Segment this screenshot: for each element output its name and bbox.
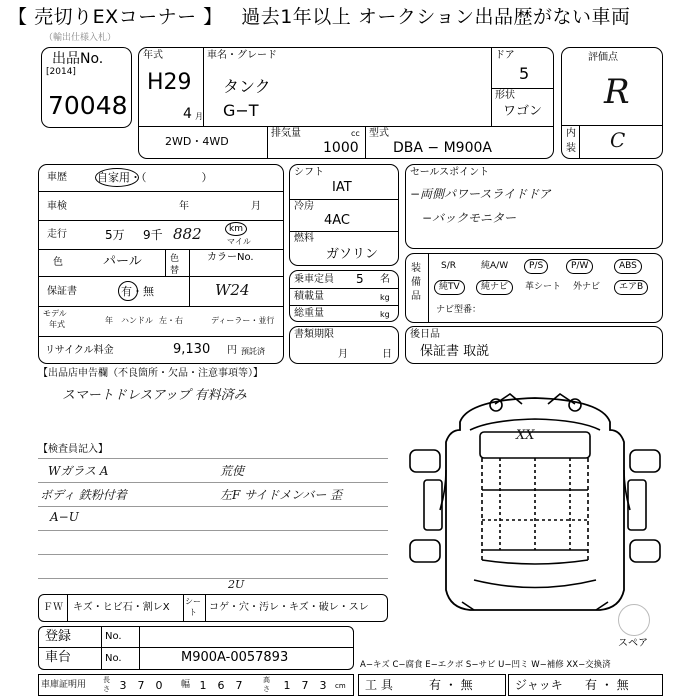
equip-navi: 純ナビ xyxy=(476,280,513,295)
equip-abs: ABS xyxy=(614,259,642,274)
shape-value: ワゴン xyxy=(503,104,543,119)
nenshiki-month-unit: 月 xyxy=(195,112,203,121)
shaken-month: 月 xyxy=(251,201,261,212)
diagram-mark: XX xyxy=(516,428,535,443)
chassis-no-label: No. xyxy=(105,653,122,664)
fuel-label: 燃料 xyxy=(294,233,314,244)
inspector-line-1: Wガラス A xyxy=(48,464,109,478)
chassis-value: M900A-0057893 xyxy=(181,650,289,665)
banner-right-bracket: 】 xyxy=(203,6,223,28)
capacity-value: 5 xyxy=(356,272,364,286)
weight-label: 総重量 xyxy=(294,308,324,319)
fw-handwritten: 2U xyxy=(228,578,245,591)
equip-airbag: エアB xyxy=(614,280,648,295)
vehicle-details-box xyxy=(38,164,284,364)
banner-title xyxy=(8,6,630,28)
fuel-value: ガソリン xyxy=(326,247,379,262)
fw-value: キズ・ヒビ石・割レX xyxy=(73,602,170,613)
shift-label: シフト xyxy=(294,167,324,178)
mileage-km: km xyxy=(229,224,243,234)
recycle-note: 預託済 xyxy=(241,347,265,356)
lot-label: 出品No. xyxy=(52,51,104,67)
notes-label: 【出品店申告欄（不良箇所・欠品・注意事項等）】 xyxy=(38,368,263,379)
load-label: 積載量 xyxy=(294,291,324,302)
equipment-label: 装備品 xyxy=(411,263,421,302)
top-info-box xyxy=(138,47,554,159)
registration-label: 登録 xyxy=(45,629,72,644)
ac-value: 4AC xyxy=(324,213,351,228)
equip-leather: 革シート xyxy=(525,282,562,292)
cert-h-1: 1 xyxy=(283,679,291,692)
banner-left-bracket: 【 xyxy=(8,6,28,28)
cert-w-2: 6 xyxy=(217,679,225,692)
inspector-right-2: 左F サイドメンバー 歪 xyxy=(220,488,343,502)
color-code-label: カラーNo. xyxy=(207,252,254,263)
fw-row xyxy=(38,594,388,622)
history-value: 自家用・（ ） xyxy=(97,171,213,184)
tools-value: 有 ・ 無 xyxy=(429,678,473,692)
cert-len-1: 3 xyxy=(119,679,127,692)
after-items-value: 保証書 取説 xyxy=(420,344,490,359)
deadline-day: 日 xyxy=(382,349,392,360)
equip-aw: 純A/W xyxy=(481,261,509,271)
ac-label: 冷房 xyxy=(294,201,314,212)
model-year-unit: 年 xyxy=(105,316,113,325)
color-side-label: 色替 xyxy=(170,254,180,276)
cert-row xyxy=(38,674,354,696)
handle-label: ハンドル xyxy=(121,316,153,325)
shift-value: IAT xyxy=(332,180,352,195)
weight-unit: kg xyxy=(380,310,390,319)
notes-handwritten: スマートドレスアップ 有料済み xyxy=(62,388,247,403)
cert-label: 車庫証明用 xyxy=(41,680,87,690)
model-year-label-1: モデル xyxy=(43,309,67,318)
warranty-circle xyxy=(118,281,138,301)
deadline-month: 月 xyxy=(338,349,348,360)
cert-w-1: 1 xyxy=(199,679,207,692)
load-unit: kg xyxy=(380,293,390,302)
top-faded-text: （輸出仕様入札） xyxy=(44,33,117,43)
vehicle-name: タンク xyxy=(223,77,271,96)
after-items-box xyxy=(405,326,663,364)
banner-note: 過去1年以上 オークション出品歴がない車両 xyxy=(241,6,631,28)
vehicle-label: 車名・グレード xyxy=(207,50,277,61)
score-box xyxy=(561,47,663,159)
interior-label-2: 装 xyxy=(566,143,576,154)
mileage-label: 走行 xyxy=(47,229,67,240)
tools-box xyxy=(358,674,506,696)
cert-h-3: 3 xyxy=(319,679,327,692)
recycle-value: 9,130 xyxy=(173,342,211,357)
tools-label: 工 具 xyxy=(365,678,393,692)
equip-ext-navi: 外ナビ xyxy=(573,282,601,292)
car-damage-diagram xyxy=(400,390,670,620)
nenshiki-label: 年式 xyxy=(143,50,163,61)
banner-corner-label: 売切りEXコーナー xyxy=(34,6,197,28)
history-circle xyxy=(95,168,139,187)
warranty-label: 保証書 xyxy=(47,286,77,297)
displacement-value: 1000 xyxy=(323,140,359,156)
seat-label-2: ト xyxy=(189,608,197,617)
inspector-line-3: A−U xyxy=(50,510,79,524)
deadline-label: 書類期限 xyxy=(294,329,334,340)
interior-value: C xyxy=(610,128,626,152)
recycle-label: リサイクル料金 xyxy=(45,345,114,356)
warranty-value: 有・無 xyxy=(121,285,154,298)
model-value: DBA − M900A xyxy=(393,140,492,156)
registration-box xyxy=(38,626,354,670)
displacement-unit: cc xyxy=(351,129,360,138)
lot-number: 70048 xyxy=(48,91,128,120)
sales-points-label: セールスポイント xyxy=(410,167,490,178)
lot-year-tag: [2014] xyxy=(46,67,76,77)
handle-value: 左・右 xyxy=(159,316,183,325)
jack-label: ジャッキ xyxy=(515,678,563,692)
equip-sr: S/R xyxy=(441,261,456,271)
mileage-km-circle xyxy=(225,222,247,236)
score-label: 評価点 xyxy=(588,52,618,63)
doors-label: ドア xyxy=(495,50,515,61)
cert-unit: cm xyxy=(335,682,346,690)
cert-height-label: 高さ xyxy=(263,676,270,693)
jack-box xyxy=(508,674,663,696)
sales-point-2: −バックモニター xyxy=(422,211,517,225)
nav-type-label: ナビ型番： xyxy=(436,305,482,315)
equip-pw: P/W xyxy=(566,259,593,274)
inspector-label: 【検査員記入】 xyxy=(38,444,108,455)
spare-label: スペア xyxy=(618,638,648,649)
equip-tv: 純TV xyxy=(434,280,465,295)
capacity-label: 乗車定員 xyxy=(294,274,334,285)
mileage-mile: マイル xyxy=(227,237,251,246)
dealer-value: ディーラー・並行 xyxy=(211,316,275,325)
deadline-box xyxy=(289,326,399,364)
history-label: 車歴 xyxy=(47,172,67,183)
shape-label: 形状 xyxy=(495,90,515,101)
after-items-label: 後日品 xyxy=(410,329,440,340)
jack-value: 有 ・ 無 xyxy=(585,678,629,692)
inspector-right-1: 荒使 xyxy=(220,464,245,478)
cert-length-label: 長さ xyxy=(103,676,110,693)
cert-len-2: 7 xyxy=(137,679,145,692)
spare-tire-icon xyxy=(618,604,650,636)
displacement-label: 排気量 xyxy=(271,128,301,139)
color-value: パール xyxy=(103,254,142,269)
nenshiki-month: 4 xyxy=(183,106,192,122)
capacity-box xyxy=(289,270,399,322)
mileage-man: 5万 xyxy=(105,228,125,242)
color-label: 色 xyxy=(53,257,63,268)
color-code-value: W24 xyxy=(215,281,250,299)
fw-label: ＦＷ xyxy=(43,602,63,613)
recycle-unit: 円 xyxy=(227,345,237,356)
cert-h-2: 7 xyxy=(301,679,309,692)
inspector-line-2: ボディ 鉄粉付着 xyxy=(40,488,127,502)
seat-label-1: シー xyxy=(185,597,201,606)
vehicle-grade: G−T xyxy=(223,101,259,120)
model-year-label-2: 年式 xyxy=(49,320,65,329)
spec-box xyxy=(289,164,399,266)
mileage-handwritten: 882 xyxy=(173,225,202,243)
nenshiki-era: H29 xyxy=(147,70,192,95)
cert-w-3: 7 xyxy=(235,679,243,692)
mileage-sen: 9千 xyxy=(143,228,163,242)
cert-width-label: 幅 xyxy=(181,680,191,690)
capacity-unit: 名 xyxy=(380,274,390,285)
score-value: R xyxy=(604,72,630,112)
shaken-year: 年 xyxy=(179,201,189,212)
registration-no-label: No. xyxy=(105,631,122,642)
doors-value: 5 xyxy=(519,64,530,83)
chassis-label: 車台 xyxy=(45,650,72,665)
drive-value: 2WD・4WD xyxy=(165,135,229,148)
lot-box xyxy=(41,47,132,128)
sales-point-1: −両側パワースライドドア xyxy=(410,187,551,201)
model-label: 型式 xyxy=(369,128,389,139)
damage-legend: A−キズ C−腐食 E−エクボ S−サビ U−凹ミ W−補修 XX−交換済 xyxy=(360,660,611,670)
cert-len-3: 0 xyxy=(155,679,163,692)
equipment-box xyxy=(405,253,663,323)
equip-ps: P/S xyxy=(524,259,548,274)
interior-label-1: 内 xyxy=(566,128,576,139)
shaken-label: 車検 xyxy=(47,201,67,212)
sales-points-box xyxy=(405,164,663,249)
seat-value: コゲ・穴・汚レ・キズ・破レ・スレ xyxy=(209,602,369,613)
